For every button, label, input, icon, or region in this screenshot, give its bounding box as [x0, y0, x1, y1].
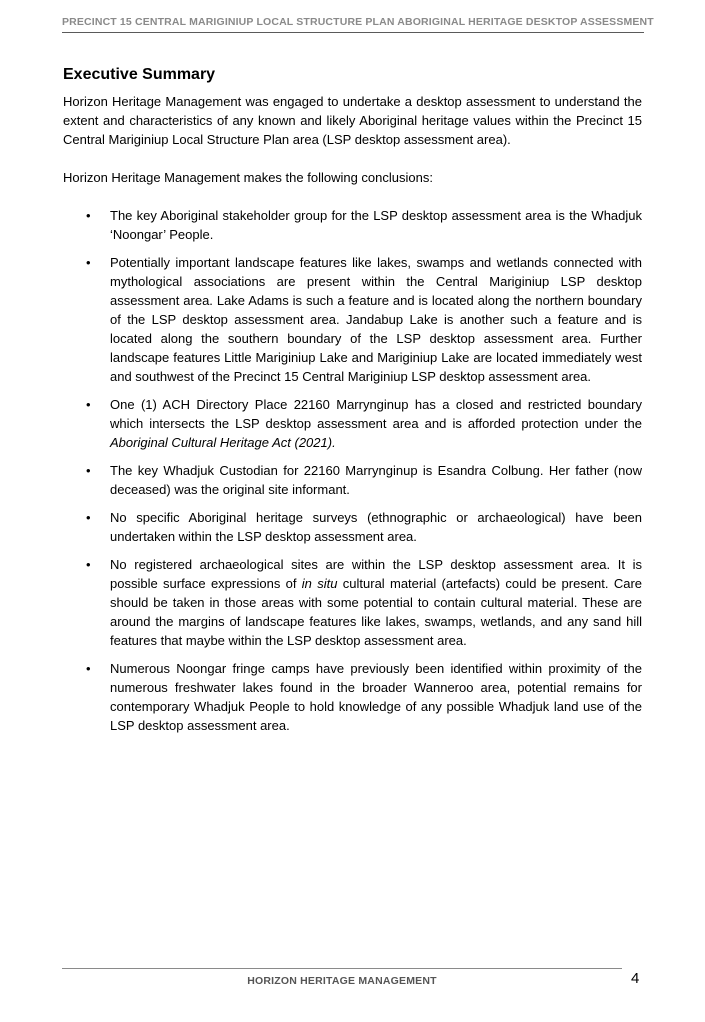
conclusions-list [63, 206, 642, 735]
act-title: Aboriginal Cultural Heritage Act (2021). [110, 435, 336, 450]
list-item [63, 206, 642, 244]
list-item-text: No specific Aboriginal heritage surveys (ethnographic or archaeological) have been undertaken within the LSP desktop assessment area. [110, 510, 642, 544]
bullet-icon: • [86, 255, 91, 270]
list-item-text: No registered archaeological sites are within the LSP desktop assessment area. It is possible surface expressions of [110, 557, 642, 591]
conclusions-lead: Horizon Heritage Management makes the following conclusions: [63, 170, 433, 185]
list-item-text: Numerous Noongar fringe camps have previously been identified within proximity of the numerous freshwater lakes found in the broader Wanneroo area, potential remains for contemporary Whadjuk People to hold knowledge of any possible Whadjuk land use of the LSP desktop assessment area. [110, 661, 642, 733]
footer-rule [62, 968, 622, 969]
list-item [63, 659, 642, 735]
in-situ-term: in situ [301, 576, 338, 591]
list-item [63, 461, 642, 499]
list-item-text: Potentially important landscape features like lakes, swamps and wetlands connected with mythological associations are present within the Central Mariginiup LSP desktop assessment area. Lake Adams is such a feature and is located along the northern boundary of the LSP desktop assessment area. Jandabup Lake is another such a feature and is located along the southern boundary of the LSP desktop assessment area. Further landscape features Little Mariginiup Lake and Mariginiup Lake are located immediately west and southwest of the Precinct 15 Central Mariginiup LSP desktop assessment area. [110, 255, 642, 384]
list-item-text: One (1) ACH Directory Place 22160 Marrynginup has a closed and restricted boundary which intersects the LSP desktop assessment area and is afforded protection under the [110, 397, 642, 431]
document-body [63, 63, 642, 744]
bullet-icon: • [86, 557, 91, 572]
bullet-icon: • [86, 463, 91, 478]
list-item [63, 508, 642, 546]
section-heading: Executive Summary [63, 66, 216, 83]
bullet-icon: • [86, 397, 91, 412]
running-header: PRECINCT 15 CENTRAL MARIGINIUP LOCAL STRUCTURE PLAN ABORIGINAL HERITAGE DESKTOP ASSESSMENT [62, 16, 654, 28]
bullet-icon: • [86, 208, 91, 223]
list-item [63, 555, 642, 650]
running-footer: HORIZON HERITAGE MANAGEMENT [247, 975, 437, 987]
bullet-icon: • [86, 510, 91, 525]
list-item-text-after: cultural material (artefacts) could be present. Care should be taken in those areas with some potential to contain cultural material. These are around the margins of landscape features like lakes, swamps, wetlands, and any sand hill features that maybe within the LSP desktop assessment area. [110, 576, 642, 648]
list-item-text: The key Whadjuk Custodian for 22160 Marrynginup is Esandra Colbung. Her father (now deceased) was the original site informant. [110, 463, 642, 497]
page-number: 4 [631, 970, 640, 987]
bullet-icon: • [86, 661, 91, 676]
header-rule [62, 32, 644, 33]
list-item [63, 253, 642, 386]
list-item-text: The key Aboriginal stakeholder group for the LSP desktop assessment area is the Whadjuk ‘Noongar’ People. [110, 208, 642, 242]
intro-paragraph: Horizon Heritage Management was engaged to undertake a desktop assessment to understand the extent and characteristics of any known and likely Aboriginal heritage values within the Precinct 15 Central Mariginiup Local Structure Plan area (LSP desktop assessment area). [63, 94, 642, 147]
list-item [63, 395, 642, 452]
